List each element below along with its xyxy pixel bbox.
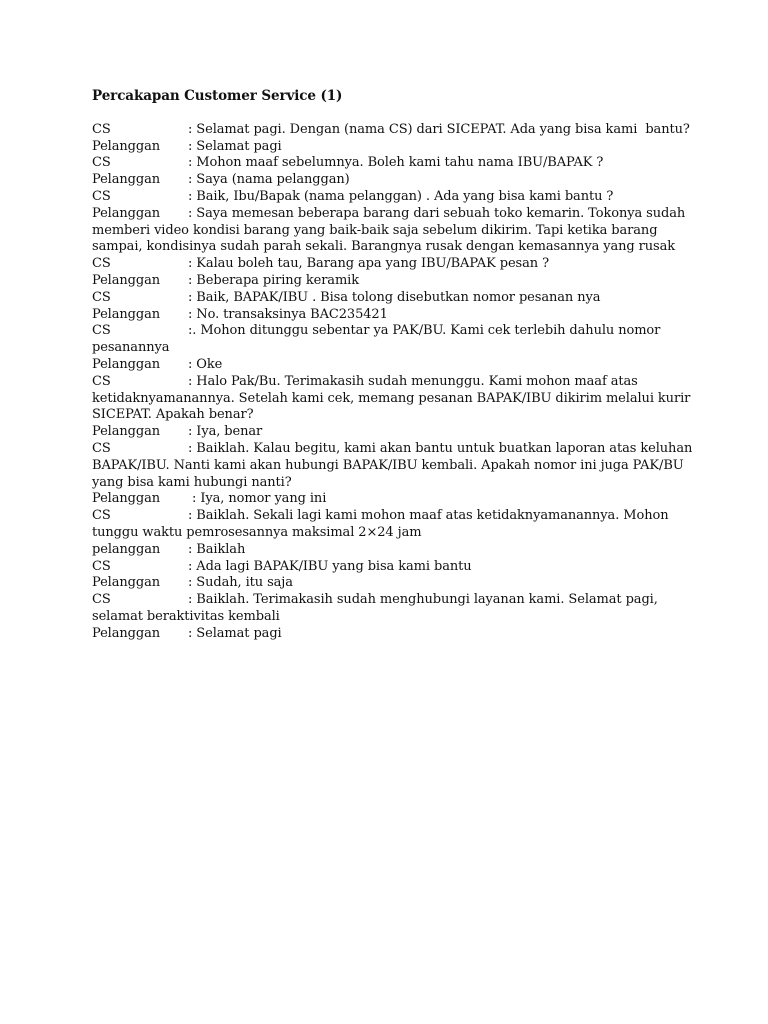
dialogue-text: : Iya, nomor yang ini xyxy=(188,491,327,507)
dialogue-line xyxy=(92,592,704,626)
speaker-label: Pelanggan xyxy=(92,575,161,591)
speaker-label: Pelanggan xyxy=(92,205,161,221)
dialogue-text: : Iya, benar xyxy=(188,424,263,440)
speaker-label: CS xyxy=(92,558,111,574)
dialogue-text: : Saya (nama pelanggan) xyxy=(188,172,350,188)
speaker-label: Pelanggan xyxy=(92,491,161,507)
dialogue-line xyxy=(92,122,704,139)
speaker-label: CS xyxy=(92,121,111,137)
dialogue-text: : Saya memesan beberapa barang dari sebuah toko kemarin. Tokonya sudah memberi video kondisi barang yang baik-baik saja sebelum dikirim. Tapi ketika barang sampai, kondisinya sudah parah sekali. Barangnya rusak dengan kemasannya yang rusak xyxy=(92,205,690,255)
dialogue-line xyxy=(92,357,704,374)
speaker-label: Pelanggan xyxy=(92,356,161,372)
speaker-label: CS xyxy=(92,323,111,339)
dialogue-line xyxy=(92,155,704,172)
dialogue-line xyxy=(92,441,704,491)
dialogue-line xyxy=(92,307,704,324)
dialogue-text: : Baik, BAPAK/IBU . Bisa tolong disebutkan nomor pesanan nya xyxy=(188,289,601,305)
dialogue-line xyxy=(92,508,704,542)
speaker-label: Pelanggan xyxy=(92,172,161,188)
speaker-label: CS xyxy=(92,592,111,608)
document-title: Percakapan Customer Service (1) xyxy=(92,88,343,104)
dialogue-text: : Beberapa piring keramik xyxy=(188,272,360,288)
dialogue-text: : Baiklah. Kalau begitu, kami akan bantu untuk buatkan laporan atas keluhan BAPAK/IBU. Nanti kami akan hubungi BAPAK/IBU kembali. Apakah nomor ini juga PAK/BU yang bisa kami hubungi nanti? xyxy=(92,440,697,490)
dialogue-line xyxy=(92,374,704,424)
dialogue-text: : Oke xyxy=(188,356,223,372)
dialogue-line xyxy=(92,424,704,441)
speaker-label: Pelanggan xyxy=(92,272,161,288)
dialogue-line xyxy=(92,323,704,357)
dialogue-line xyxy=(92,575,704,592)
speaker-label: pelanggan xyxy=(92,541,161,557)
speaker-label: Pelanggan xyxy=(92,625,161,641)
dialogue-text: :. Mohon ditunggu sebentar ya PAK/BU. Kami cek terlebih dahulu nomor pesanannya xyxy=(92,323,665,356)
dialogue-text: : Selamat pagi xyxy=(188,625,282,641)
dialogue-line xyxy=(92,189,704,206)
dialogue-text: : Mohon maaf sebelumnya. Boleh kami tahu nama IBU/BAPAK ? xyxy=(188,155,604,171)
speaker-label: CS xyxy=(92,256,111,272)
dialogue-text: : Sudah, itu saja xyxy=(188,575,293,591)
speaker-label: CS xyxy=(92,155,111,171)
dialogue-text: : Baiklah xyxy=(188,541,246,557)
dialogue-text: : Baiklah. Terimakasih sudah menghubungi layanan kami. Selamat pagi, selamat beraktivitas kembali xyxy=(92,592,662,624)
dialogue-line xyxy=(92,172,704,189)
dialogue-line xyxy=(92,626,704,643)
dialogue-text: : Selamat pagi xyxy=(188,138,282,154)
dialogue-line xyxy=(92,491,704,508)
dialogue-list xyxy=(92,122,704,643)
speaker-label: Pelanggan xyxy=(92,138,161,154)
dialogue-line xyxy=(92,139,704,156)
dialogue-text: : Baiklah. Sekali lagi kami mohon maaf atas ketidaknyamanannya. Mohon tunggu waktu pemrosesannya maksimal 2×24 jam xyxy=(92,508,673,540)
dialogue-text: : Ada lagi BAPAK/IBU yang bisa kami bantu xyxy=(188,558,472,574)
dialogue-text: : No. transaksinya BAC235421 xyxy=(188,306,388,322)
speaker-label: CS xyxy=(92,188,111,204)
dialogue-line xyxy=(92,290,704,307)
dialogue-text: : Halo Pak/Bu. Terimakasih sudah menunggu. Kami mohon maaf atas ketidaknyamanannya. Setelah kami cek, memang pesanan BAPAK/IBU dikirim melalui kurir SICEPAT. Apakah benar? xyxy=(92,373,695,423)
dialogue-line xyxy=(92,559,704,576)
speaker-label: CS xyxy=(92,440,111,456)
document-page xyxy=(92,88,704,643)
dialogue-line xyxy=(92,273,704,290)
dialogue-line xyxy=(92,206,704,256)
dialogue-line xyxy=(92,542,704,559)
speaker-label: CS xyxy=(92,373,111,389)
speaker-label: CS xyxy=(92,508,111,524)
dialogue-text: : Selamat pagi. Dengan (nama CS) dari SICEPAT. Ada yang bisa kami bantu? xyxy=(188,121,690,137)
dialogue-text: : Baik, Ibu/Bapak (nama pelanggan) . Ada yang bisa kami bantu ? xyxy=(188,188,614,204)
speaker-label: Pelanggan xyxy=(92,306,161,322)
speaker-label: CS xyxy=(92,289,111,305)
dialogue-line xyxy=(92,256,704,273)
dialogue-text: : Kalau boleh tau, Barang apa yang IBU/BAPAK pesan ? xyxy=(188,256,549,272)
speaker-label: Pelanggan xyxy=(92,424,161,440)
